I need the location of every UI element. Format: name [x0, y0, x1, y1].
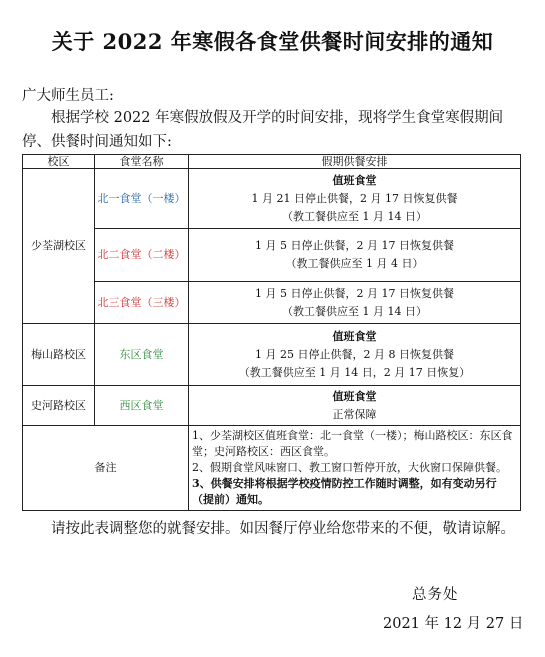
schedule-cell	[189, 229, 521, 282]
header-canteen: 食堂名称	[95, 155, 189, 169]
schedule-cell	[189, 324, 521, 386]
campus-cell: 史河路校区	[23, 386, 95, 426]
table-row	[23, 282, 521, 324]
schedule-cell	[189, 282, 521, 324]
canteen-name: 东区食堂	[95, 324, 189, 386]
header-campus: 校区	[23, 155, 95, 169]
schedule-note: （教工餐供应至 1 月 14 日，2 月 17 日恢复）	[238, 365, 471, 379]
notes-row	[23, 426, 521, 511]
schedule-cell	[189, 386, 521, 426]
greeting: 广大师生员工:	[22, 88, 114, 104]
canteen-name: 北一食堂（一楼）	[95, 169, 189, 229]
duty-label: 值班食堂	[332, 173, 377, 187]
notice-title: 关于 2022 年寒假各食堂供餐时间安排的通知	[51, 29, 494, 54]
schedule-table	[22, 154, 521, 511]
schedule-note: （教工餐供应至 1 月 4 日）	[285, 257, 424, 270]
table-header-row	[23, 155, 521, 169]
table-row	[23, 324, 521, 386]
closing-paragraph: 请按此表调整您的就餐安排。如因餐厅停业给您带来的不便，敬请谅解。	[51, 521, 515, 537]
duty-label: 值班食堂	[332, 389, 377, 403]
notes-label: 备注	[23, 426, 189, 511]
schedule-line: 1 月 5 日停止供餐，2 月 17 日恢复供餐	[255, 239, 454, 252]
table-row	[23, 386, 521, 426]
signature: 总务处	[412, 587, 459, 603]
schedule-line: 1 月 25 日停止供餐，2 月 8 日恢复供餐	[255, 347, 454, 361]
schedule-line: 正常保障	[332, 407, 377, 421]
note-item: 2、假期食堂风味窗口、教工窗口暂停开放，大伙窗口保障供餐。	[192, 461, 507, 474]
campus-cell: 少荃湖校区	[23, 169, 95, 324]
schedule-line: 1 月 5 日停止供餐，2 月 17 日恢复供餐	[255, 286, 454, 300]
schedule-cell	[189, 169, 521, 229]
canteen-name: 北二食堂（二楼）	[95, 229, 189, 282]
intro-paragraph: 根据学校 2022 年寒假放假及开学的时间安排，现将学生食堂寒假期间停、供餐时间通知如下:	[22, 110, 504, 150]
schedule-note: （教工餐供应至 1 月 14 日）	[282, 304, 427, 318]
campus-cell: 梅山路校区	[23, 324, 95, 386]
canteen-name: 西区食堂	[95, 386, 189, 426]
duty-label: 值班食堂	[332, 329, 377, 343]
notes-cell	[189, 426, 521, 511]
header-schedule: 假期供餐安排	[189, 155, 521, 169]
canteen-name: 北三食堂（三楼）	[95, 282, 189, 324]
note-item: 3、供餐安排将根据学校疫情防控工作随时调整，如有变动另行（提前）通知。	[192, 477, 497, 506]
table-row	[23, 169, 521, 229]
notice-date: 2021 年 12 月 27 日	[383, 616, 524, 632]
schedule-note: （教工餐供应至 1 月 14 日）	[282, 209, 427, 223]
table-row	[23, 229, 521, 282]
schedule-line: 1 月 21 日停止供餐，2 月 17 日恢复供餐	[251, 191, 458, 205]
note-item: 1、少荃湖校区值班食堂：北一食堂（一楼）；梅山路校区：东区食堂；史河路校区：西区食堂。	[192, 429, 513, 458]
